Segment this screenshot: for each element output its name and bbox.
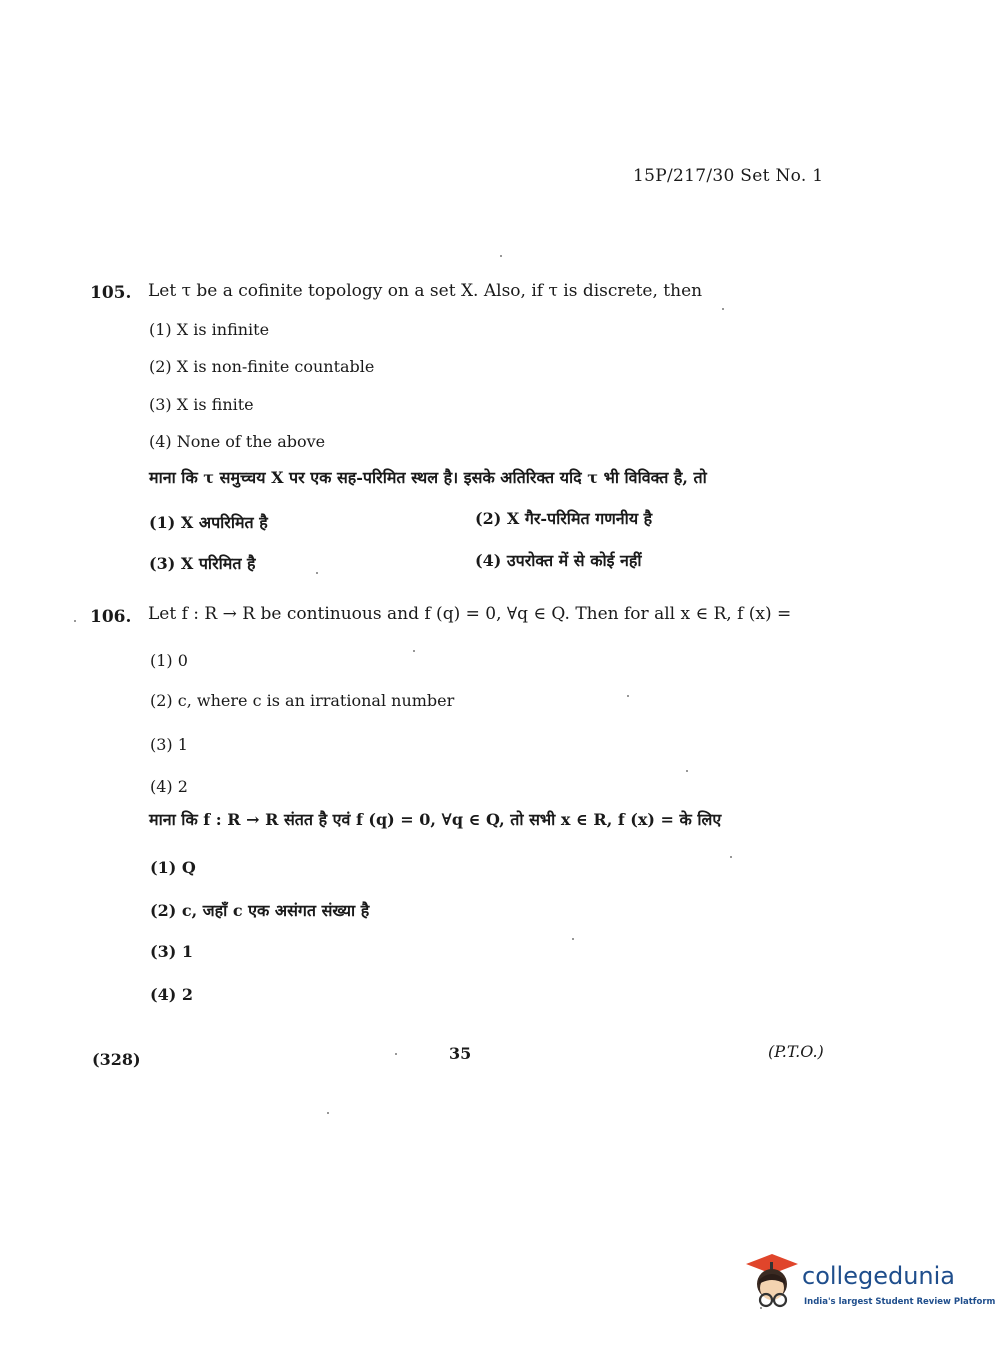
option-label: (2) [149, 357, 172, 376]
option-106-1 [150, 651, 188, 670]
question-hindi-106: माना कि f : R → R संतत है एवं f (q) = 0, ∀q ∈ Q, तो सभी x ∈ R, f (x) = के लिए [149, 810, 722, 829]
option-label: (3) [149, 554, 176, 573]
option-label: (2) [475, 509, 502, 528]
option-label: (3) [149, 395, 172, 414]
question-text-106: Let f : R → R be continuous and f (q) = 0, ∀q ∈ Q. Then for all x ∈ R, f (x) = [148, 604, 792, 624]
option-105-1 [149, 320, 269, 339]
collegedunia-logo [742, 1250, 996, 1320]
hindi-option-106-1 [150, 858, 196, 877]
option-label: (2) [150, 691, 173, 710]
option-text: Q [181, 858, 196, 877]
option-text: उपरोक्त में से कोई नहीं [506, 551, 642, 570]
graduate-mascot-icon [742, 1250, 802, 1314]
pto-label: (P.T.O.) [768, 1042, 824, 1061]
option-label: (3) [150, 942, 177, 961]
option-105-2 [149, 357, 374, 376]
option-label: (2) [150, 901, 177, 920]
option-label: (3) [150, 735, 173, 754]
hindi-option-105-1 [149, 511, 268, 533]
option-text: c, where c is an irrational number [177, 691, 455, 710]
question-hindi-105: माना कि τ समुच्चय X पर एक सह-परिमित स्थल है। इसके अतिरिक्त यदि τ भी विविक्त है, तो [149, 468, 707, 487]
question-text-105: Let τ be a cofinite topology on a set X. Also, if τ is discrete, then [148, 281, 703, 301]
option-106-3 [150, 735, 188, 754]
option-text: 2 [177, 777, 188, 796]
option-text: X is finite [176, 395, 254, 414]
hindi-option-105-4 [475, 549, 642, 571]
option-text: X परिमित है [180, 554, 256, 573]
paper-code: 15P/217/30 Set No. 1 [633, 166, 824, 186]
option-label: (4) [150, 777, 173, 796]
option-label: (4) [149, 432, 172, 451]
option-105-4 [149, 432, 325, 451]
hindi-option-106-3 [150, 942, 193, 961]
option-105-3 [149, 395, 254, 414]
option-label: (4) [150, 985, 177, 1004]
option-106-4 [150, 777, 188, 796]
hindi-option-105-3 [149, 552, 256, 574]
option-label: (4) [475, 551, 502, 570]
paper-footer-code: (328) [92, 1050, 141, 1069]
option-text: X is infinite [176, 320, 270, 339]
option-text: 1 [177, 735, 188, 754]
brand-tagline: India's largest Student Review Platform [804, 1297, 996, 1307]
option-text: 1 [181, 942, 193, 961]
option-text: 0 [177, 651, 188, 670]
brand-name: collegedunia [802, 1262, 956, 1290]
page-number: 35 [449, 1044, 472, 1063]
question-number-106: 106. [90, 607, 132, 627]
hindi-option-106-2 [150, 899, 369, 921]
option-text: None of the above [176, 432, 326, 451]
option-text: c, जहाँ c एक असंगत संख्या है [181, 901, 370, 920]
question-number-105: 105. [90, 283, 132, 303]
hindi-option-106-4 [150, 985, 193, 1004]
option-label: (1) [150, 858, 177, 877]
option-text: 2 [181, 985, 193, 1004]
option-text: X अपरिमित है [180, 513, 268, 532]
option-label: (1) [149, 320, 172, 339]
option-label: (1) [150, 651, 173, 670]
hindi-option-105-2 [475, 507, 652, 529]
option-106-2 [150, 691, 454, 710]
option-text: X is non-finite countable [176, 357, 375, 376]
option-text: X गैर-परिमित गणनीय है [506, 509, 653, 528]
option-label: (1) [149, 513, 176, 532]
